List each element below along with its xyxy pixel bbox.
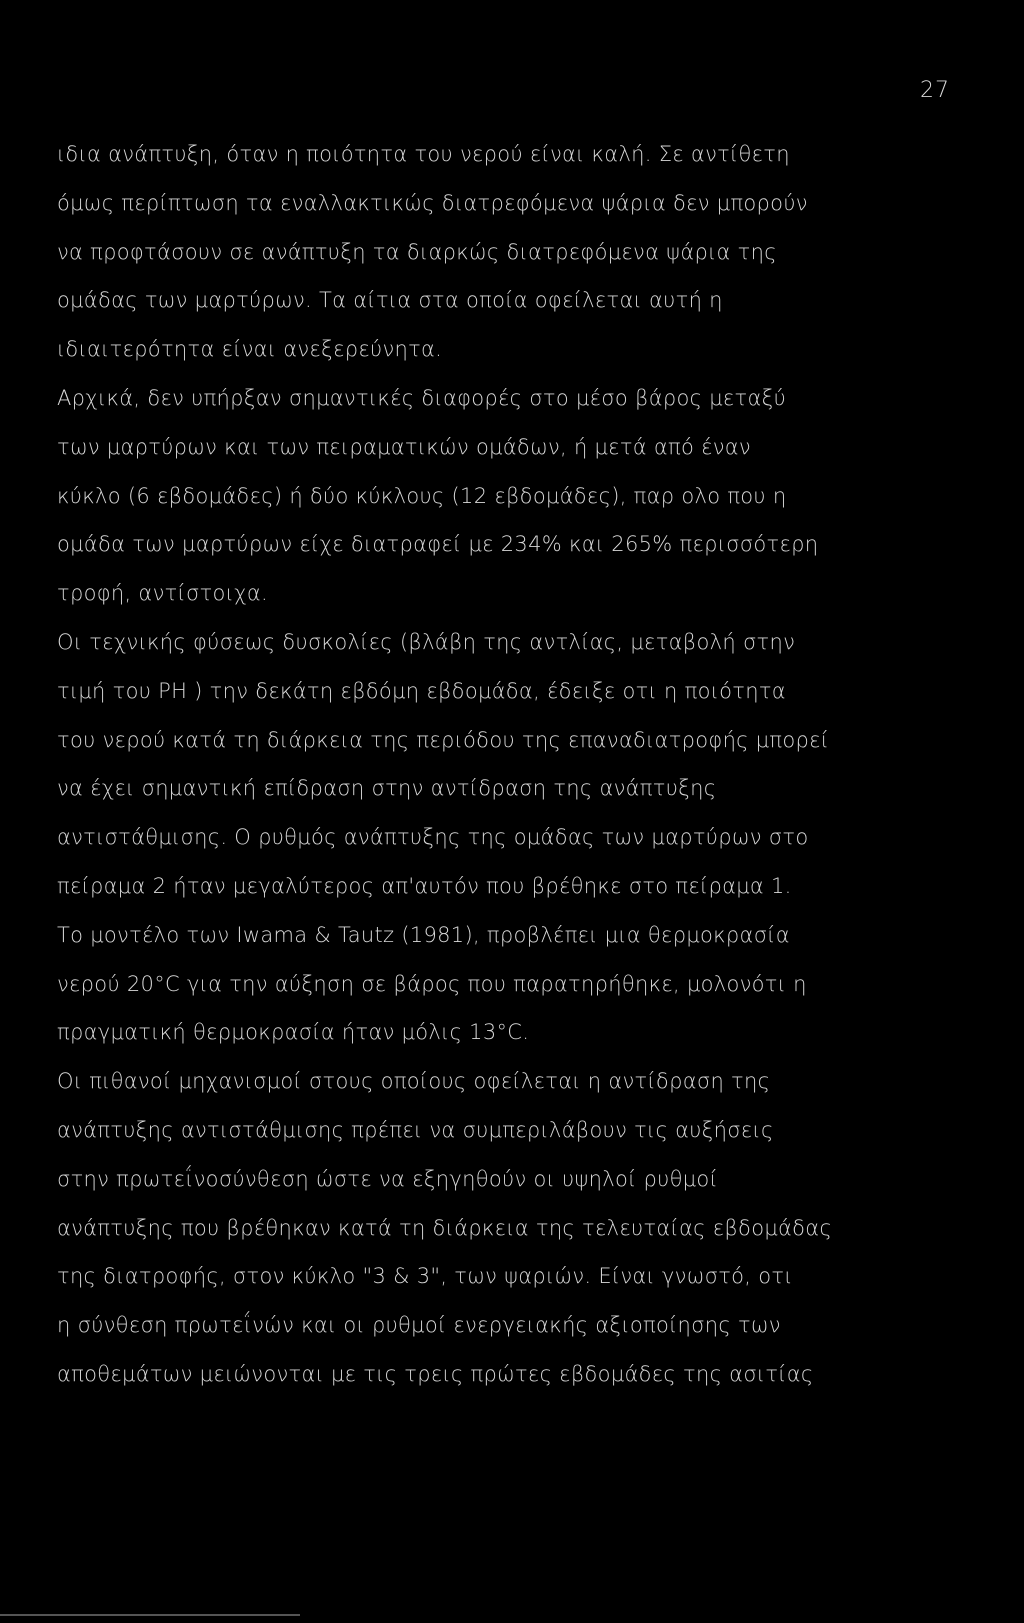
footer-rule — [0, 1614, 300, 1616]
text-line: ομάδα των μαρτύρων είχε διατραφεί με 234% και 265% περισσότερη — [57, 532, 819, 557]
text-line: να έχει σημαντική επίδραση στην αντίδραση της ανάπτυξης — [57, 776, 717, 801]
text-line: ιδιαιτερότητα είναι ανεξερεύνητα. — [57, 337, 443, 362]
text-line: ανάπτυξης αντιστάθμισης πρέπει να συμπεριλάβουν τις αυξήσεις — [57, 1117, 774, 1142]
text-line: του νερού κατά τη διάρκεια της περιόδου της επαναδιατροφής μπορεί — [57, 727, 830, 752]
text-line: η σύνθεση πρωτεΐνών και οι ρυθμοί ενεργειακής αξιοποίησης των — [57, 1313, 781, 1338]
text-line: πείραμα 2 ήταν μεγαλύτερος απ'αυτόν που βρέθηκε στο πείραμα 1. — [57, 873, 792, 898]
text-line: ιδια ανάπτυξη, όταν η ποιότητα του νερού είναι καλή. Σε αντίθετη — [57, 142, 790, 166]
text-line: αποθεμάτων μειώνονται με τις τρεις πρώτες εβδομάδες της ασιτίας — [57, 1361, 814, 1386]
text-line: Οι πιθανοί μηχανισμοί στους οποίους οφείλεται η αντίδραση της — [57, 1069, 771, 1094]
text-line: νερού 20°C για την αύξηση σε βάρος που παρατηρήθηκε, μολονότι η — [57, 971, 807, 996]
text-line: τροφή, αντίστοιχα. — [57, 581, 268, 606]
text-line: τιμή του PH ) την δεκάτη εβδόμη εβδομάδα, έδειξε οτι η ποιότητα — [57, 678, 786, 703]
text-line: ομάδας των μαρτύρων. Τα αίτια στα οποία οφείλεται αυτή η — [57, 288, 723, 313]
text-line: στην πρωτεΐνοσύνθεση ώστε να εξηγηθούν οι υψηλοί ρυθμοί — [57, 1166, 719, 1191]
text-line: Οι τεχνικής φύσεως δυσκολίες (βλάβη της αντλίας, μεταβολή στην — [57, 629, 796, 654]
text-line: αντιστάθμισης. Ο ρυθμός ανάπτυξης της ομάδας των μαρτύρων στο — [57, 825, 809, 850]
text-line: της διατροφής, στον κύκλο "3 & 3", των ψαριών. Είναι γνωστό, οτι — [57, 1264, 793, 1289]
text-line: πραγματική θερμοκρασία ήταν μόλις 13°C. — [57, 1020, 530, 1045]
text-line: Το μοντέλο των Iwama & Tautz (1981), προβλέπει μια θερμοκρασία — [57, 922, 790, 947]
text-line: ανάπτυξης που βρέθηκαν κατά τη διάρκεια της τελευταίας εβδομάδας — [57, 1215, 833, 1240]
text-line: να προφτάσουν σε ανάπτυξη τα διαρκώς διατρεφόμενα ψάρια της — [57, 239, 777, 264]
text-line: Αρχικά, δεν υπήρξαν σημαντικές διαφορές στο μέσο βάρος μεταξύ — [57, 385, 787, 410]
body-text — [57, 130, 957, 1399]
text-line: των μαρτύρων και των πειραματικών ομάδων, ή μετά από έναν — [57, 434, 751, 459]
text-line: κύκλο (6 εβδομάδες) ή δύο κύκλους (12 εβδομάδες), παρ ολο που η — [57, 483, 787, 508]
text-line: όμως περίπτωση τα εναλλακτικώς διατρεφόμενα ψάρια δεν μπορούν — [57, 190, 808, 215]
page-number: 27 — [920, 78, 950, 103]
